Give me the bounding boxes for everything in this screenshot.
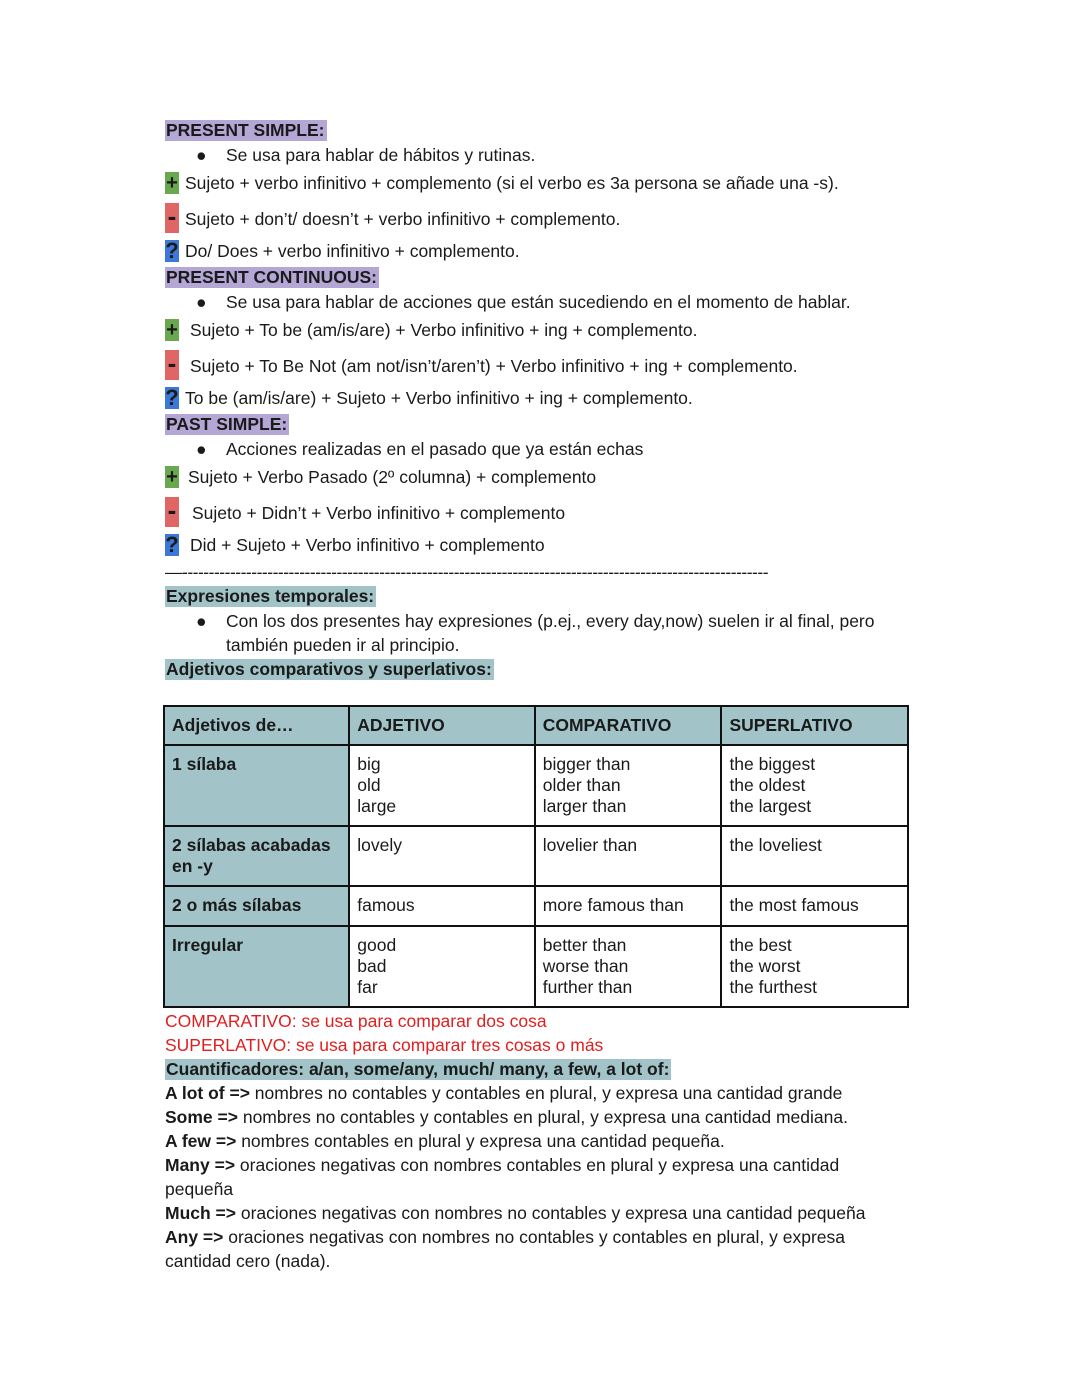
present-continuous-negative: - Sujeto + To Be Not (am not/isn’t/aren’t) + Verbo infinitivo + ing + complemento.	[165, 350, 798, 380]
present-continuous-affirmative: + Sujeto + To be (am/is/are) + Verbo infinitivo + ing + complemento.	[166, 319, 698, 341]
comparativo-cell: more famous than	[535, 886, 722, 926]
adjetivo-cell: lovely	[349, 826, 534, 886]
comparativo-cell: lovelier than	[535, 826, 722, 886]
row-label: 2 sílabas acabadas en -y	[164, 826, 349, 886]
minus-icon: -	[165, 350, 179, 380]
expresiones-bullet-cont: también pueden ir al principio.	[226, 635, 460, 655]
plus-icon: +	[166, 172, 178, 194]
comparativo-cell: bigger than older than larger than	[535, 745, 722, 826]
past-simple-heading: PAST SIMPLE:	[166, 414, 288, 434]
present-simple-heading: PRESENT SIMPLE:	[166, 120, 325, 140]
quantifier-item-cont: pequeña	[165, 1179, 234, 1199]
table-row	[164, 745, 908, 826]
header-adjetivo: ADJETIVO	[349, 706, 534, 745]
table-header-row	[164, 706, 908, 745]
present-simple-affirmative: + Sujeto + verbo infinitivo + complemento (si el verbo es 3a persona se añade una -s).	[166, 172, 839, 194]
present-simple-question: ? Do/ Does + verbo infinitivo + complemento.	[165, 238, 520, 263]
question-icon: ?	[165, 532, 179, 557]
past-simple-affirmative: + Sujeto + Verbo Pasado (2º columna) + complemento	[166, 466, 597, 488]
present-continuous-question: ? To be (am/is/are) + Sujeto + Verbo infinitivo + ing + complemento.	[165, 385, 693, 410]
present-simple-negative: - Sujeto + don’t/ doesn’t + verbo infinitivo + complemento.	[165, 203, 620, 233]
plus-icon: +	[166, 319, 178, 341]
adjectives-table	[163, 705, 909, 1008]
present-continuous-heading: PRESENT CONTINUOUS:	[166, 267, 377, 287]
past-simple-question: ? Did + Sujeto + Verbo infinitivo + complemento	[165, 532, 545, 557]
comparativo-cell: better than worse than further than	[535, 926, 722, 1007]
question-icon: ?	[165, 238, 179, 263]
expresiones-heading: Expresiones temporales:	[166, 586, 375, 606]
quantifier-item: Any => oraciones negativas con nombres no contables y contables en plural, y expresa	[165, 1227, 845, 1247]
superlativo-cell: the best the worst the furthest	[721, 926, 908, 1007]
quantifier-item: Some => nombres no contables y contables en plural, y expresa una cantidad mediana.	[165, 1107, 848, 1127]
quantifier-item-cont: cantidad cero (nada).	[165, 1251, 331, 1271]
row-label: 1 sílaba	[164, 745, 349, 826]
superlativo-cell: the most famous	[721, 886, 908, 926]
question-icon: ?	[165, 385, 179, 410]
past-simple-negative: - Sujeto + Didn’t + Verbo infinitivo + complemento	[165, 497, 565, 527]
document-page: PRESENT SIMPLE: ● Se usa para hablar de hábitos y rutinas. + Sujeto + verbo infinitivo + complemento (si el verbo es 3a persona se añade una -s). - Sujeto + don’t/ doesn’t + verbo infinitivo + complemento. ? Do/ Does + verbo infinitivo + complemento. PRESENT CONTINUOUS: ● Se usa para hablar de acciones que están sucediendo en el momento de hablar. + Sujeto + To be (am/is/are) + Verbo infinitivo + ing + complemento. - Sujeto + To Be Not (am not/isn’t/aren’t) + Verbo infinitivo + ing + complemento. ? To be (am/is/are) + Sujeto + Verbo infinitivo + ing + complemento. PAST SIMPLE: ● Acciones realizadas en el pasado que ya están echas + Sujeto + Verbo Pasado (2º columna) + complemento - Sujeto + Didn’t + Verbo infinitivo + complemento ? Did + Sujeto + Verbo infinitivo + complemento —-------------------------------------------------------------------------------------------------------------- Expresiones temporales: ● Con los dos presentes hay expresiones (p.ej., every day,now) suelen ir al final, pero también pueden ir al principio. Adjetivos comparativos y superlativos: Adjetivos de… ADJETIVO COMPARATIVO SUPERLATIVO 1 sílaba big old large bigger than older than larger than the biggest the oldest the largest 2 sílabas acabadas en -y lovely lovelier than the loveliest 2 o más sílabas famous more famous than the most famous Irregular good bad far better than worse than further than the best the worst the furthest COMPARATIVO: se usa para comparar dos cosa SUPERLATIVO: se usa para comparar tres cosas o más Cuantificadores: a/an, some/any, much/ many, a few, a lot of: A lot of => nombres no contables y contables en plural, y expresa una cantidad grande Some => nombres no contables y contables en plural, y expresa una cantidad mediana. A few => nombres contables en plural y expresa una cantidad pequeña. Many => oraciones negativas con nombres contables en plural y expresa una cantidad pequeña Much => oraciones negativas con nombres no contables y expresa una cantidad pequeña Any => oraciones negativas con nombres no contables y contables en plural, y expresa cantidad cero (nada).	[0, 0, 1080, 1397]
note-superlativo: SUPERLATIVO: se usa para comparar tres cosas o más	[165, 1035, 604, 1055]
superlativo-cell: the biggest the oldest the largest	[721, 745, 908, 826]
minus-icon: -	[165, 497, 179, 527]
header-adjetivos-de: Adjetivos de…	[164, 706, 349, 745]
bullet-icon: ●	[196, 145, 207, 165]
note-comparativo: COMPARATIVO: se usa para comparar dos cosa	[165, 1011, 547, 1031]
superlativo-cell: the loveliest	[721, 826, 908, 886]
bullet-icon: ●	[196, 439, 207, 459]
table-row	[164, 886, 908, 926]
quantifier-item: Much => oraciones negativas con nombres no contables y expresa una cantidad pequeña	[165, 1203, 866, 1223]
dashed-divider: —--------------------------------------------------------------------------------------------------------------	[165, 562, 769, 582]
row-label: 2 o más sílabas	[164, 886, 349, 926]
table-row	[164, 926, 908, 1007]
quantifier-item: A few => nombres contables en plural y expresa una cantidad pequeña.	[165, 1131, 725, 1151]
adjetivo-cell: big old large	[349, 745, 534, 826]
adjetivo-cell: good bad far	[349, 926, 534, 1007]
quantifier-item: A lot of => nombres no contables y contables en plural, y expresa una cantidad grande	[165, 1083, 843, 1103]
adjetivo-cell: famous	[349, 886, 534, 926]
row-label: Irregular	[164, 926, 349, 1007]
bullet-icon: ●	[196, 292, 207, 312]
header-superlativo: SUPERLATIVO	[721, 706, 908, 745]
quantifier-item: Many => oraciones negativas con nombres contables en plural y expresa una cantidad	[165, 1155, 840, 1175]
adjetivos-heading: Adjetivos comparativos y superlativos:	[166, 659, 492, 679]
plus-icon: +	[166, 466, 178, 488]
minus-icon: -	[165, 203, 179, 233]
table-row	[164, 826, 908, 886]
cuantificadores-heading: Cuantificadores: a/an, some/any, much/ many, a few, a lot of:	[166, 1059, 670, 1079]
header-comparativo: COMPARATIVO	[535, 706, 722, 745]
bullet-icon: ●	[196, 611, 207, 631]
